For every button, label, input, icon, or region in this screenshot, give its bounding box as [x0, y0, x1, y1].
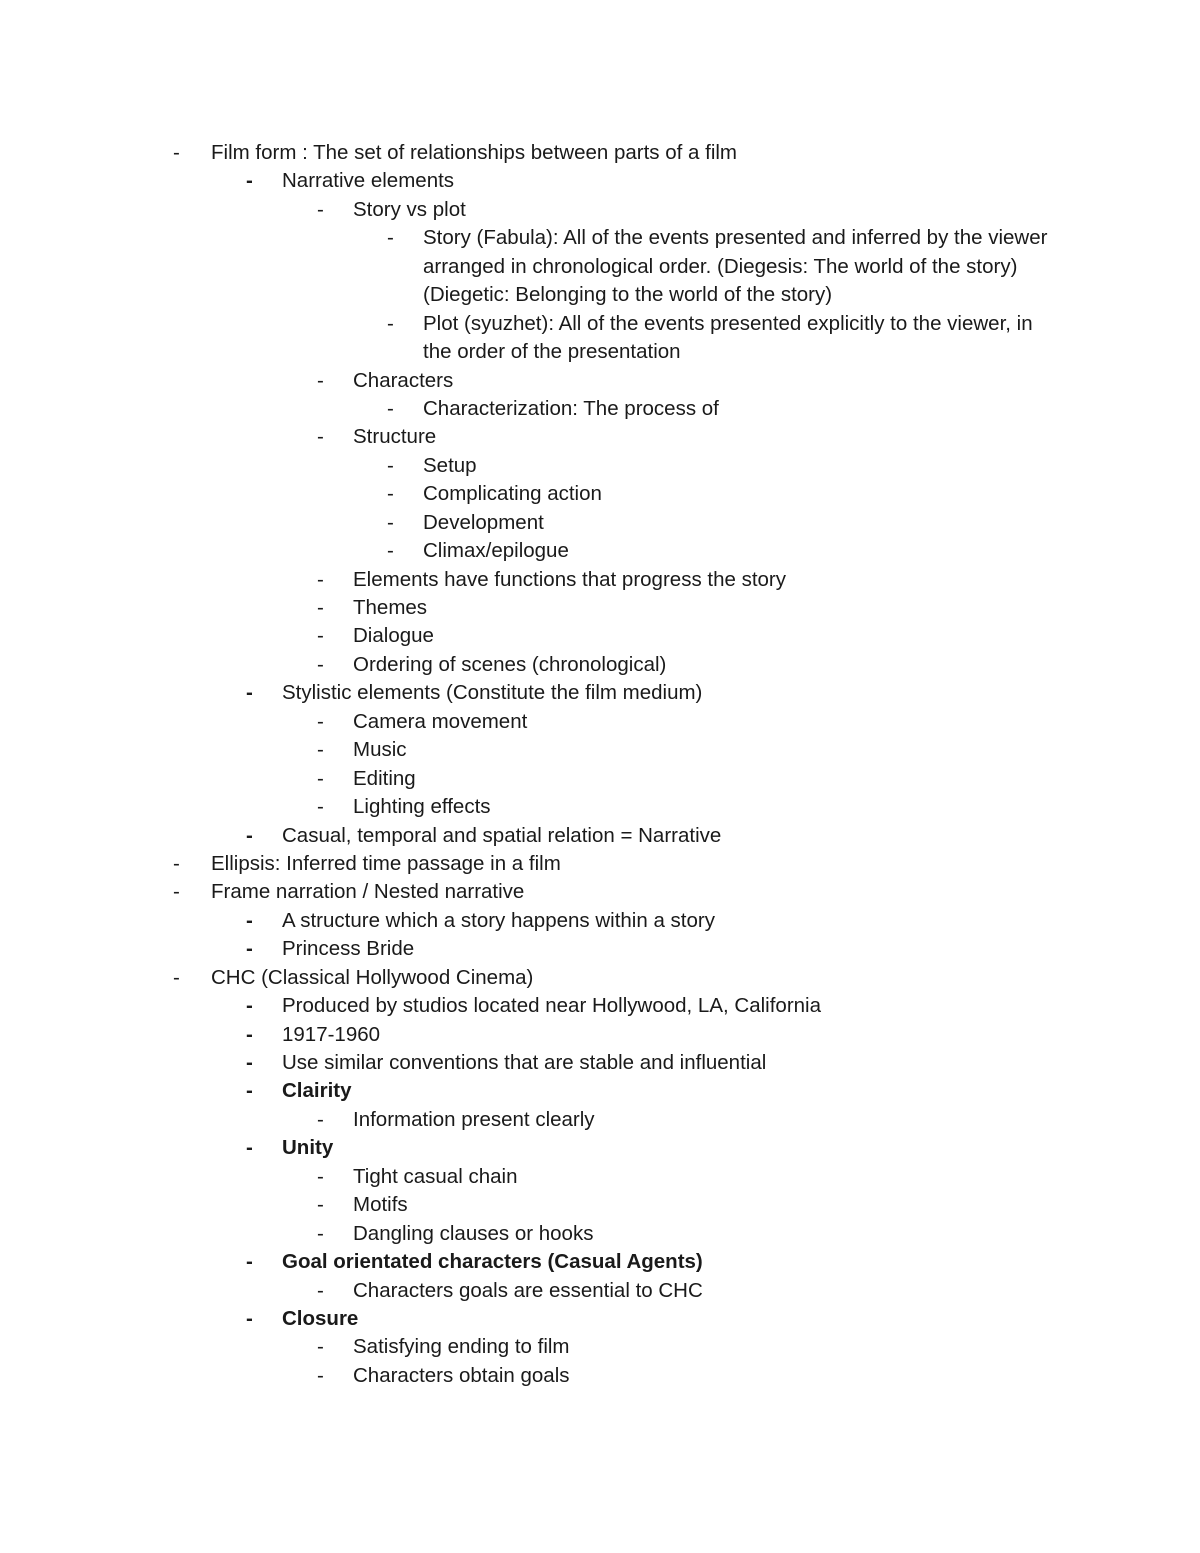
- list-item-text: Story vs plot: [353, 197, 466, 221]
- bullet-dash: -: [317, 795, 324, 819]
- bullet-dash: -: [387, 510, 394, 534]
- list-item: [0, 651, 1200, 679]
- bullet-dash: -: [317, 766, 324, 790]
- bullet-dash: -: [317, 567, 324, 591]
- bullet-dash: -: [387, 453, 394, 477]
- list-item-text: Casual, temporal and spatial relation = Narrative: [282, 823, 722, 847]
- bullet-dash: -: [317, 596, 324, 620]
- bullet-dash: -: [317, 1107, 324, 1131]
- list-item: [0, 736, 1200, 764]
- bullet-dash: -: [387, 311, 394, 335]
- list-item: [0, 1163, 1200, 1191]
- list-item: [0, 964, 1200, 992]
- bullet-dash: -: [246, 937, 253, 961]
- list-item: [0, 1305, 1200, 1333]
- list-item-text: Information present clearly: [353, 1107, 595, 1131]
- list-item-text: Satisfying ending to film: [353, 1335, 570, 1359]
- bullet-dash: -: [317, 368, 324, 392]
- list-item: [0, 452, 1200, 480]
- list-item: [0, 679, 1200, 707]
- bullet-dash: -: [246, 908, 253, 932]
- list-item-text: Camera movement: [353, 709, 528, 733]
- list-item-text: Characterization: The process of: [423, 396, 719, 420]
- list-item: [0, 1220, 1200, 1248]
- list-item: [0, 1106, 1200, 1134]
- bullet-dash: -: [246, 1136, 253, 1160]
- list-item-text: Characters goals are essential to CHC: [353, 1278, 703, 1302]
- list-item-text: Ellipsis: Inferred time passage in a film: [211, 851, 561, 875]
- bullet-dash: -: [317, 709, 324, 733]
- bullet-dash: -: [387, 482, 394, 506]
- bullet-dash: -: [387, 396, 394, 420]
- list-item: [0, 850, 1200, 878]
- list-item-text: Clairity: [282, 1079, 352, 1103]
- list-item-text: Closure: [282, 1306, 359, 1330]
- list-item: [0, 822, 1200, 850]
- list-item: [0, 224, 1200, 309]
- list-item-text: Dangling clauses or hooks: [353, 1221, 594, 1245]
- list-item: [0, 708, 1200, 736]
- bullet-dash: -: [317, 652, 324, 676]
- list-item-text: Ordering of scenes (chronological): [353, 652, 667, 676]
- list-item-text: Narrative elements: [282, 169, 455, 193]
- bullet-dash: -: [317, 425, 324, 449]
- list-item: [0, 907, 1200, 935]
- bullet-dash: -: [317, 624, 324, 648]
- list-item: [0, 1134, 1200, 1162]
- bullet-dash: -: [317, 1335, 324, 1359]
- bullet-dash: -: [246, 1250, 253, 1274]
- bullet-dash: -: [173, 880, 180, 904]
- list-item-text: 1917-1960: [282, 1022, 381, 1046]
- list-item-text: Elements have functions that progress the story: [353, 567, 787, 591]
- list-item: [0, 992, 1200, 1020]
- list-item: [0, 1277, 1200, 1305]
- bullet-dash: -: [246, 169, 253, 193]
- list-item: [0, 1077, 1200, 1105]
- list-item-text: Themes: [353, 596, 428, 620]
- list-item-text: A structure which a story happens within a story: [282, 908, 715, 932]
- list-item: [0, 367, 1200, 395]
- bullet-dash: -: [317, 1221, 324, 1245]
- list-item-text: Goal orientated characters (Casual Agents): [282, 1250, 703, 1274]
- bullet-dash: -: [246, 1022, 253, 1046]
- bullet-dash: -: [246, 823, 253, 847]
- list-item-text: Dialogue: [353, 624, 434, 648]
- bullet-dash: -: [317, 1363, 324, 1387]
- list-item: [0, 935, 1200, 963]
- list-item: [0, 1049, 1200, 1077]
- list-item-text: Climax/epilogue: [423, 539, 569, 563]
- bullet-dash: -: [317, 1278, 324, 1302]
- bullet-dash: -: [317, 197, 324, 221]
- list-item-text: Editing: [353, 766, 416, 790]
- list-item: [0, 594, 1200, 622]
- list-item: [0, 310, 1200, 367]
- list-item-text: Development: [423, 510, 544, 534]
- list-item-text: Tight casual chain: [353, 1164, 518, 1188]
- list-item: [0, 765, 1200, 793]
- list-item-text: Lighting effects: [353, 795, 491, 819]
- bullet-dash: -: [387, 226, 394, 250]
- list-item-text: Complicating action: [423, 482, 602, 506]
- bullet-dash: -: [246, 681, 253, 705]
- list-item-text: Stylistic elements (Constitute the film medium): [282, 681, 703, 705]
- list-item: [0, 1021, 1200, 1049]
- list-item: [0, 1191, 1200, 1219]
- bullet-dash: -: [246, 994, 253, 1018]
- list-item: [0, 537, 1200, 565]
- bullet-dash: -: [173, 965, 180, 989]
- bullet-dash: -: [387, 539, 394, 563]
- list-item-text: Music: [353, 738, 407, 762]
- bullet-dash: -: [317, 1193, 324, 1217]
- list-item: [0, 167, 1200, 195]
- list-item: [0, 139, 1200, 167]
- list-item-text: Characters: [353, 368, 454, 392]
- bullet-dash: -: [317, 738, 324, 762]
- list-item: [0, 566, 1200, 594]
- bullet-dash: -: [173, 141, 180, 164]
- list-item-text: Frame narration / Nested narrative: [211, 880, 525, 904]
- list-item: [0, 509, 1200, 537]
- list-item-text: Motifs: [353, 1193, 408, 1217]
- document-page: [0, 139, 1200, 1390]
- list-item-text: Characters obtain goals: [353, 1363, 570, 1387]
- list-item-text: Structure: [353, 425, 437, 449]
- list-item: [0, 480, 1200, 508]
- list-item-text: Story (Fabula): All of the events presented and inferred by the viewer arranged in chronological order. (Diegesis: The world of the story) (Diegetic: Belonging to the world of the story): [423, 226, 1048, 307]
- list-item: [0, 1362, 1200, 1390]
- bullet-dash: -: [173, 851, 180, 875]
- list-item-text: Use similar conventions that are stable and influential: [282, 1051, 767, 1075]
- bullet-dash: -: [317, 1164, 324, 1188]
- list-item: [0, 1333, 1200, 1361]
- list-item-text: Produced by studios located near Hollywood, LA, California: [282, 994, 821, 1018]
- list-item-text: Princess Bride: [282, 937, 415, 961]
- list-item-text: Setup: [423, 453, 477, 477]
- list-item-text: Plot (syuzhet): All of the events presented explicitly to the viewer, in the order of the presentation: [423, 311, 1033, 364]
- list-item: [0, 1248, 1200, 1276]
- bullet-dash: -: [246, 1306, 253, 1330]
- bullet-dash: -: [246, 1051, 253, 1075]
- list-item-text: CHC (Classical Hollywood Cinema): [211, 965, 534, 989]
- list-item-text: Unity: [282, 1136, 334, 1160]
- list-item: [0, 196, 1200, 224]
- bullet-dash: -: [246, 1079, 253, 1103]
- list-item: [0, 878, 1200, 906]
- list-item: [0, 395, 1200, 423]
- list-item: [0, 423, 1200, 451]
- list-item-text: Film form : The set of relationships between parts of a film: [211, 141, 738, 164]
- list-item: [0, 793, 1200, 821]
- list-item: [0, 622, 1200, 650]
